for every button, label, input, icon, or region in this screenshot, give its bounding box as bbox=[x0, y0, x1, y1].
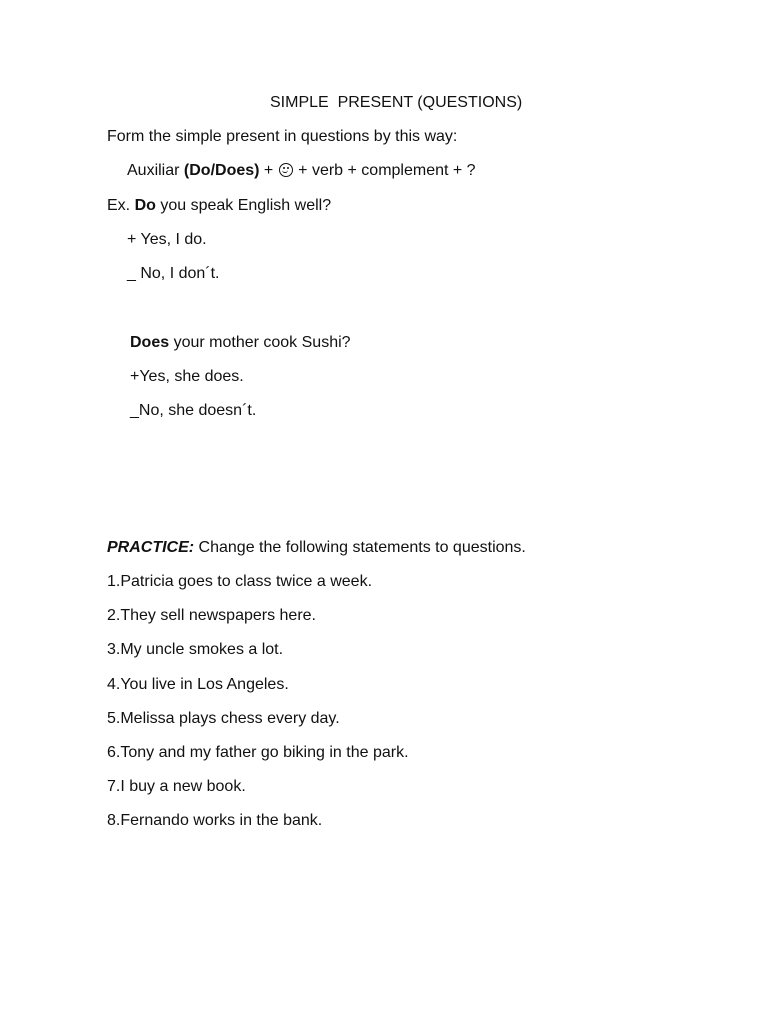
formula-prefix: Auxiliar bbox=[127, 162, 184, 179]
example1-positive-answer: + Yes, I do. bbox=[127, 231, 207, 248]
list-item: 1.Patricia goes to class twice a week. bbox=[107, 573, 373, 590]
example2-question bbox=[130, 333, 351, 353]
smiley-face-icon bbox=[279, 163, 293, 177]
intro-text: Form the simple present in questions by this way: bbox=[107, 128, 458, 145]
practice-instruction: Change the following statements to questions. bbox=[194, 539, 526, 556]
page-title: SIMPLE PRESENT (QUESTIONS) bbox=[270, 94, 523, 111]
formula-rest: + verb + complement + ? bbox=[293, 162, 476, 179]
list-item: 8.Fernando works in the bank. bbox=[107, 812, 323, 830]
list-item: 3.My uncle smokes a lot. bbox=[107, 641, 284, 659]
list-item: 6.Tony and my father go biking in the park. bbox=[107, 743, 409, 761]
list-item: 5.Melissa plays chess every day. bbox=[107, 709, 340, 727]
practice-label: PRACTICE: bbox=[107, 539, 195, 556]
formula-auxiliary: (Do/Does) bbox=[183, 162, 260, 179]
example2-negative-answer: _No, she doesn´t. bbox=[130, 402, 257, 419]
example1-question bbox=[107, 196, 331, 216]
example-label: Ex. bbox=[107, 197, 135, 214]
practice-list bbox=[107, 572, 409, 846]
example1-auxiliary: Do bbox=[134, 197, 156, 214]
example1-question-rest: you speak English well? bbox=[155, 197, 332, 214]
example2-question-rest: your mother cook Sushi? bbox=[169, 334, 351, 351]
example2-auxiliary: Does bbox=[130, 334, 170, 351]
list-item: 4.You live in Los Angeles. bbox=[107, 675, 289, 693]
formula-plus: + bbox=[259, 162, 278, 179]
practice-heading bbox=[107, 538, 526, 558]
formula-line bbox=[127, 161, 476, 181]
example1-negative-answer: _ No, I don´t. bbox=[127, 265, 220, 282]
list-item: 2.They sell newspapers here. bbox=[107, 607, 316, 625]
list-item: 7.I buy a new book. bbox=[107, 778, 246, 796]
example2-positive-answer: +Yes, she does. bbox=[130, 368, 244, 385]
